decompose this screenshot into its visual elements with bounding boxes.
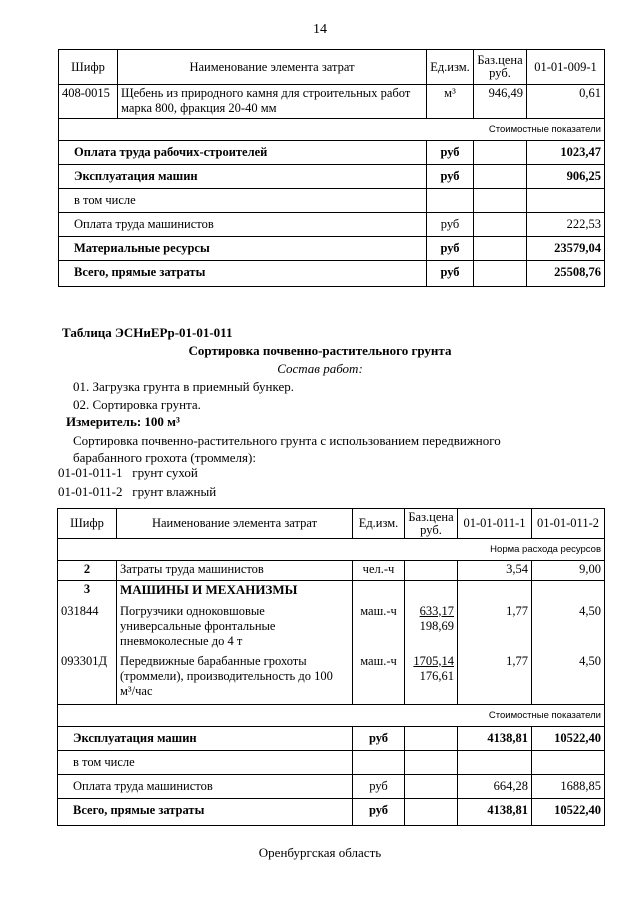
- row-unit: м³: [427, 85, 474, 119]
- row-col1: 0,61: [527, 85, 605, 119]
- table-row: [58, 561, 605, 581]
- row-unit: чел.-ч: [353, 561, 405, 581]
- table-row: [58, 653, 605, 705]
- row-unit: маш.-ч: [353, 603, 405, 653]
- cost-value-2: 10522,40: [532, 727, 605, 751]
- row-code: 2: [58, 561, 117, 581]
- cost-value-1: 4138,81: [458, 727, 532, 751]
- row-name: Щебень из природного камня для строительных работ марка 800, фракция 20-40 мм: [118, 85, 427, 119]
- row-name: Передвижные барабанные грохоты (троммели), производительность до 100 м³/час: [117, 653, 353, 705]
- cost-unit: руб: [427, 261, 474, 287]
- cost-value: 1023,47: [527, 141, 605, 165]
- cost-value-1: 664,28: [458, 775, 532, 799]
- cost-label: Эксплуатация машин: [58, 727, 353, 751]
- cost-unit: руб: [353, 775, 405, 799]
- cost-value: 222,53: [527, 213, 605, 237]
- section-subtitle: Сортировка почвенно-растительного грунта: [188, 343, 452, 358]
- header-name: Наименование элемента затрат: [117, 509, 353, 539]
- header-code: Шифр: [59, 50, 118, 85]
- cost-label: в том числе: [59, 189, 427, 213]
- cost-label: Оплата труда рабочих-строителей: [59, 141, 427, 165]
- cost-unit: руб: [427, 165, 474, 189]
- cost-unit: руб: [353, 727, 405, 751]
- cost-label: Оплата труда машинистов: [59, 213, 427, 237]
- row-col2: 4,50: [532, 603, 605, 653]
- header-code: Шифр: [58, 509, 117, 539]
- cost-value-2: 1688,85: [532, 775, 605, 799]
- row-col2: 9,00: [532, 561, 605, 581]
- meter: Измеритель: 100 м³: [66, 414, 180, 429]
- row-code: 031844: [58, 603, 117, 653]
- works-heading: Состав работ:: [277, 361, 363, 376]
- cost-label: Всего, прямые затраты: [58, 799, 353, 826]
- row-price: 946,49: [474, 85, 527, 119]
- cost-label: Эксплуатация машин: [59, 165, 427, 189]
- cost-table-1: [58, 49, 605, 287]
- cost-label: Всего, прямые затраты: [59, 261, 427, 287]
- price-top: 633,17: [419, 603, 454, 618]
- page-number: 14: [313, 22, 327, 37]
- row-name: МАШИНЫ И МЕХАНИЗМЫ: [117, 581, 353, 603]
- cost-label: в том числе: [58, 751, 353, 775]
- table-title: Таблица ЭСНиЕРр-01-01-011: [62, 325, 233, 340]
- header-col1: 01-01-011-1: [458, 509, 532, 539]
- cost-value: 23579,04: [527, 237, 605, 261]
- cost-value-1: 4138,81: [458, 799, 532, 826]
- header-price: Баз.цена руб.: [474, 50, 527, 85]
- header-unit: Ед.изм.: [353, 509, 405, 539]
- price-bottom: 198,69: [419, 618, 454, 633]
- section-label: Стоимостные показатели: [59, 119, 605, 141]
- header-price: Баз.цена руб.: [405, 509, 458, 539]
- variant-item: 01-01-011-2 грунт влажный: [58, 484, 217, 499]
- row-col1: 3,54: [458, 561, 532, 581]
- row-code: 408-0015: [59, 85, 118, 119]
- price-top: 1705,14: [413, 653, 454, 668]
- row-col1: 1,77: [458, 653, 532, 705]
- cost-unit: руб: [427, 141, 474, 165]
- header-unit: Ед.изм.: [427, 50, 474, 85]
- row-name: Затраты труда машинистов: [117, 561, 353, 581]
- cost-unit: руб: [353, 799, 405, 826]
- price-bottom: 176,61: [419, 668, 454, 683]
- cost-table-2: [57, 508, 605, 826]
- variant-item: 01-01-011-1 грунт сухой: [58, 465, 198, 480]
- work-item: 02. Сортировка грунта.: [73, 397, 201, 412]
- table-row: [58, 581, 605, 603]
- cost-value-2: 10522,40: [532, 799, 605, 826]
- cost-value: 25508,76: [527, 261, 605, 287]
- cost-unit: руб: [427, 237, 474, 261]
- cost-label: Материальные ресурсы: [59, 237, 427, 261]
- norm-label: Норма расхода ресурсов: [58, 539, 605, 561]
- header-col2: 01-01-011-2: [532, 509, 605, 539]
- table-row: [58, 603, 605, 653]
- row-col2: 4,50: [532, 653, 605, 705]
- row-col1: 1,77: [458, 603, 532, 653]
- work-item: 01. Загрузка грунта в приемный бункер.: [73, 379, 294, 394]
- row-code: 093301Д: [58, 653, 117, 705]
- header-col1: 01-01-009-1: [527, 50, 605, 85]
- row-code: 3: [58, 581, 117, 603]
- cost-unit: руб: [427, 213, 474, 237]
- cost-value: 906,25: [527, 165, 605, 189]
- footer-region: Оренбургская область: [258, 845, 382, 860]
- cost-label: Оплата труда машинистов: [58, 775, 353, 799]
- table-row: [59, 85, 605, 119]
- row-unit: маш.-ч: [353, 653, 405, 705]
- description: Сортировка почвенно-растительного грунта с использованием передвижного барабанного грохота (троммеля):: [73, 433, 501, 465]
- row-name: Погрузчики одноковшовые универсальные фронтальные пневмоколесные до 4 т: [117, 603, 353, 653]
- section-label: Стоимостные показатели: [58, 705, 605, 727]
- header-name: Наименование элемента затрат: [118, 50, 427, 85]
